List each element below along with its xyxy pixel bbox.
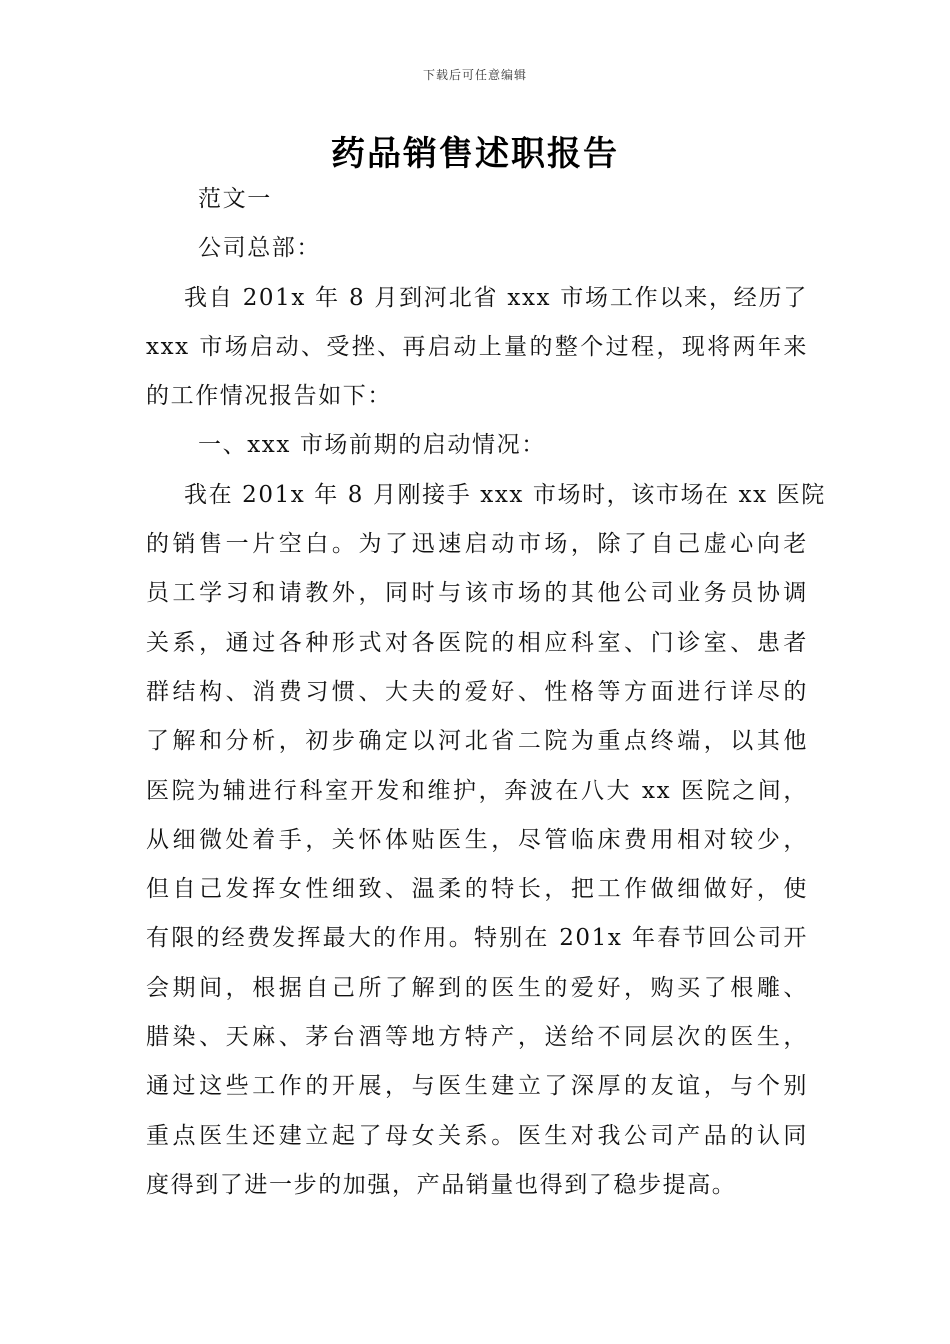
section-heading: 一、xxx 市场前期的启动情况： [198,432,546,459]
paragraph-2-line: 群结构、消费习惯、大夫的爱好、性格等方面进行详尽的 [146,678,808,705]
paragraph-2-line: 有限的经费发挥最大的作用。特别在 201x 年春节回公司开 [146,925,808,952]
paragraph-2-line: 了解和分析，初步确定以河北省二院为重点终端，以其他 [146,728,808,755]
section-label: 范文一 [198,186,272,212]
paragraph-2-line: 腊染、天麻、茅台酒等地方特产，送给不同层次的医生， [146,1024,808,1051]
salutation: 公司总部： [198,235,321,262]
paragraph-2-line: 我在 201x 年 8 月刚接手 xxx 市场时，该市场在 xx 医院 [184,481,826,508]
paragraph-2-line: 医院为辅进行科室开发和维护，奔波在八大 xx 医院之间， [146,777,808,804]
paragraph-2-line: 员工学习和请教外，同时与该市场的其他公司业务员协调 [146,580,808,607]
document-title: 药品销售述职报告 [331,134,619,174]
paragraph-2-line: 度得到了进一步的加强，产品销量也得到了稳步提高。 [146,1171,737,1198]
paragraph-2-line: 从细微处着手，关怀体贴医生，尽管临床费用相对较少， [146,826,808,853]
paragraph-1-line: xxx 市场启动、受挫、再启动上量的整个过程，现将两年来 [146,333,808,360]
paragraph-2-line: 但自己发挥女性细致、温柔的特长，把工作做细做好，使 [146,876,808,903]
paragraph-2-line: 重点医生还建立起了母女关系。医生对我公司产品的认同 [146,1122,808,1149]
document-body [146,175,826,1210]
paragraph-1-line: 我自 201x 年 8 月到河北省 xxx 市场工作以来，经历了 [184,284,808,311]
header-note: 下载后可任意编辑 [422,68,527,82]
paragraph-2-line: 的销售一片空白。为了迅速启动市场，除了自己虚心向老 [146,531,808,558]
paragraph-2-line: 关系，通过各种形式对各医院的相应科室、门诊室、患者 [146,629,808,656]
paragraph-1-line: 的工作情况报告如下： [146,383,392,410]
paragraph-2-line: 通过这些工作的开展，与医生建立了深厚的友谊，与个别 [146,1073,808,1100]
paragraph-2-line: 会期间，根据自己所了解到的医生的爱好，购买了根雕、 [146,974,808,1001]
